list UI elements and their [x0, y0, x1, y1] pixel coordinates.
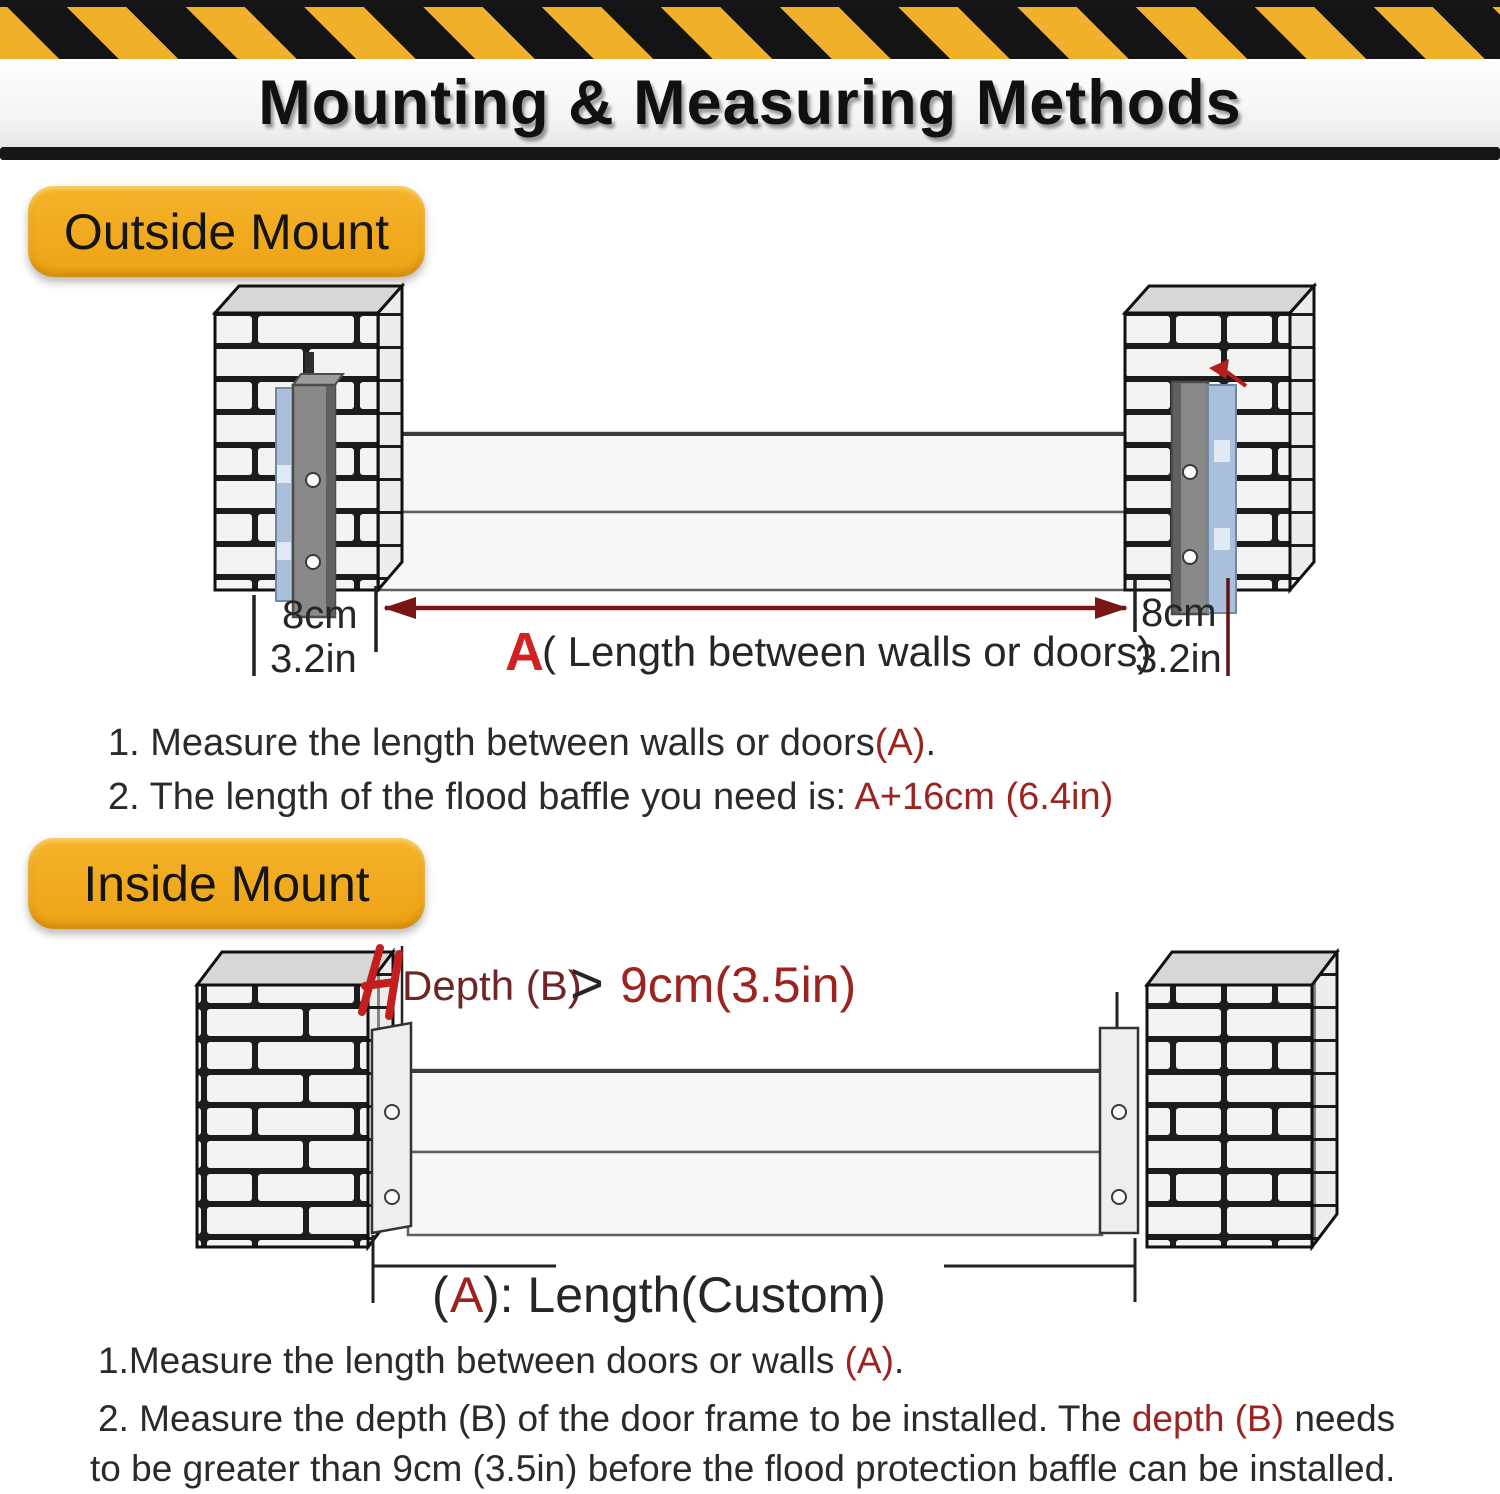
step-text: needs	[1284, 1398, 1396, 1439]
span-label: ( Length between walls or doors)	[542, 628, 1152, 675]
outside-mount-diagram	[0, 280, 1500, 700]
pillar-front	[197, 985, 368, 1247]
title-band	[0, 59, 1500, 147]
step-text: 2. The length of the flood baffle you need is:	[108, 776, 855, 818]
step-highlight: A+16cm (6.4in)	[854, 776, 1114, 818]
pillar-cap	[1125, 286, 1314, 313]
depth-value: 9cm(3.5in)	[620, 957, 857, 1013]
brick-pillar-right	[1147, 952, 1337, 1247]
pillar-cap	[1147, 952, 1337, 985]
depth-label	[402, 951, 856, 1016]
screw-hole	[306, 473, 320, 487]
mounting-channel-left	[276, 352, 343, 617]
pillar-front	[1147, 985, 1312, 1247]
span-letter-a: A	[505, 622, 544, 682]
length-label: ): Length(Custom)	[483, 1267, 886, 1323]
flood-baffle-outside	[330, 433, 1175, 590]
pillar-cap	[215, 286, 402, 313]
screw-hole	[1183, 465, 1197, 479]
pillar-side	[1290, 286, 1314, 590]
step-text: .	[893, 1340, 905, 1381]
inside-mount-badge	[28, 838, 425, 929]
seal-strip-left	[276, 388, 293, 601]
baffle-panel-bottom	[408, 1152, 1102, 1235]
channel-edge	[326, 386, 335, 616]
pillar-side	[1312, 952, 1337, 1247]
screw-hole	[1112, 1105, 1126, 1119]
baffle-panel-top	[408, 1070, 1102, 1152]
pillar-side	[378, 286, 402, 590]
outside-step-1	[108, 716, 1113, 770]
inside-step-2-line2: to be greater than 9cm (3.5in) before the flood protection baffle can be installed.	[90, 1448, 1396, 1489]
length-open-paren: (	[432, 1267, 449, 1323]
mounting-channel-right	[1172, 359, 1246, 614]
pillar-cap	[197, 952, 393, 985]
outside-mount-steps	[108, 716, 1113, 824]
step-highlight: (A)	[844, 1340, 894, 1381]
hazard-stripes	[0, 0, 1500, 59]
step-text: 1.Measure the length between doors or walls	[98, 1340, 845, 1381]
seal-pad	[1214, 528, 1230, 550]
seal-pad	[1214, 440, 1230, 462]
banner-divider	[0, 147, 1500, 160]
inside-measurements	[373, 1235, 1135, 1323]
step-text: 2. Measure the depth (B) of the door frame to be installed. The	[98, 1398, 1132, 1439]
outside-mount-badge	[28, 186, 425, 277]
screw-hole	[306, 555, 320, 569]
left-measure-cm: 8cm	[282, 593, 358, 637]
seal-strip-right	[1208, 385, 1236, 613]
inside-mount-badge-label: Inside Mount	[83, 855, 370, 912]
step-highlight: (A)	[874, 722, 926, 764]
page-title: Mounting & Measuring Methods	[258, 68, 1242, 138]
left-measure-in: 3.2in	[270, 637, 357, 681]
channel-edge	[1173, 383, 1181, 613]
screw-hole	[385, 1190, 399, 1204]
inside-mount-diagram	[0, 940, 1500, 1340]
step-text: .	[925, 722, 936, 764]
screw-hole	[1183, 550, 1197, 564]
flood-baffle-inside	[408, 1070, 1102, 1235]
mounting-channel-right	[1100, 992, 1138, 1233]
arrowhead-left	[383, 597, 416, 619]
greater-than-sign: >	[570, 951, 604, 1016]
outside-mount-badge-label: Outside Mount	[63, 203, 390, 260]
right-measure-cm: 8cm	[1141, 591, 1217, 635]
right-measure-in: 3.2in	[1135, 637, 1222, 681]
outside-measurements	[254, 578, 1228, 682]
length-letter-a: A	[450, 1267, 484, 1323]
baffle-panel-top	[330, 433, 1175, 512]
inside-step-1	[98, 1336, 1395, 1386]
depth-label-text: Depth (B)	[402, 962, 582, 1009]
step-highlight: depth (B)	[1131, 1398, 1285, 1439]
outside-step-2	[108, 770, 1113, 824]
inside-mount-steps	[90, 1336, 1396, 1494]
channel-top	[293, 374, 343, 385]
screw-hole	[385, 1105, 399, 1119]
seal-pad	[277, 542, 291, 560]
seal-pad	[277, 465, 291, 483]
screw-hole	[1112, 1190, 1126, 1204]
arrowhead-right	[1095, 597, 1128, 619]
step-text: 1. Measure the length between walls or doors	[108, 722, 875, 764]
bracket-crossbar	[365, 982, 394, 986]
baffle-panel-bottom	[330, 512, 1175, 590]
inside-step-2-line1	[98, 1394, 1395, 1444]
